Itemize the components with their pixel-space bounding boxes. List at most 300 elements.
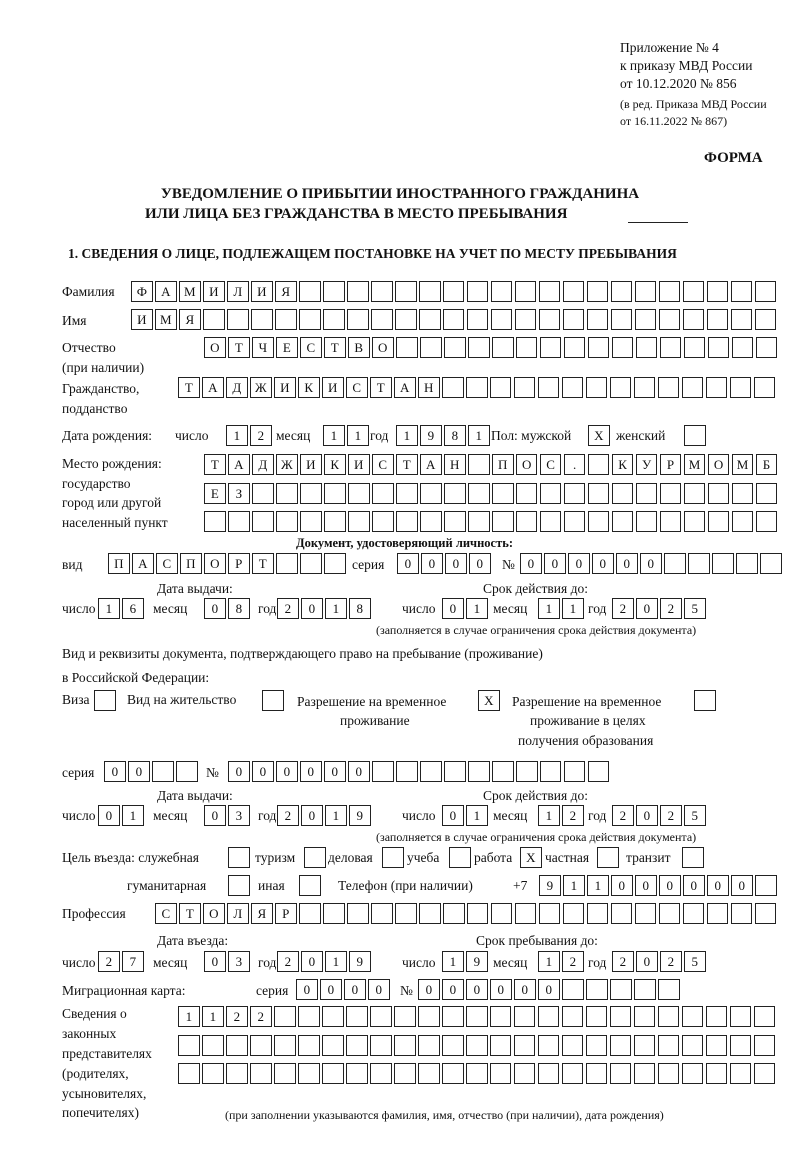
char-cell[interactable]: 1 xyxy=(396,425,418,446)
trp-checkbox[interactable] xyxy=(478,690,502,712)
char-cell[interactable]: К xyxy=(612,454,634,475)
char-cell[interactable] xyxy=(372,761,394,782)
char-cell[interactable] xyxy=(658,377,680,398)
char-cell[interactable] xyxy=(347,903,369,924)
char-cell[interactable] xyxy=(694,690,716,711)
char-cell[interactable] xyxy=(634,1006,656,1027)
char-cell[interactable] xyxy=(610,377,632,398)
char-cell[interactable] xyxy=(370,1063,392,1084)
char-cell[interactable]: 0 xyxy=(469,553,491,574)
char-cell[interactable] xyxy=(562,377,584,398)
char-cell[interactable]: 0 xyxy=(445,553,467,574)
char-cell[interactable] xyxy=(492,337,514,358)
char-cell[interactable]: В xyxy=(348,337,370,358)
char-cell[interactable]: 1 xyxy=(202,1006,224,1027)
phone-field[interactable] xyxy=(539,875,779,897)
char-cell[interactable] xyxy=(514,377,536,398)
char-cell[interactable] xyxy=(276,511,298,532)
char-cell[interactable]: З xyxy=(228,483,250,504)
char-cell[interactable] xyxy=(540,511,562,532)
purpose-business-checkbox[interactable] xyxy=(382,847,406,869)
char-cell[interactable] xyxy=(466,1035,488,1056)
char-cell[interactable] xyxy=(708,337,730,358)
char-cell[interactable] xyxy=(730,1035,752,1056)
rd-issue-month-field[interactable] xyxy=(204,805,252,827)
char-cell[interactable]: П xyxy=(108,553,130,574)
char-cell[interactable] xyxy=(515,281,537,302)
char-cell[interactable]: И xyxy=(322,377,344,398)
char-cell[interactable] xyxy=(467,281,489,302)
char-cell[interactable]: 0 xyxy=(301,805,323,826)
char-cell[interactable]: О xyxy=(708,454,730,475)
char-cell[interactable] xyxy=(634,979,656,1000)
char-cell[interactable] xyxy=(684,483,706,504)
char-cell[interactable]: А xyxy=(420,454,442,475)
char-cell[interactable] xyxy=(204,511,226,532)
char-cell[interactable] xyxy=(634,1035,656,1056)
char-cell[interactable] xyxy=(731,281,753,302)
char-cell[interactable]: У xyxy=(636,454,658,475)
purpose-tourism-checkbox[interactable] xyxy=(304,847,328,869)
name-field[interactable] xyxy=(131,309,779,331)
char-cell[interactable] xyxy=(610,1006,632,1027)
char-cell[interactable]: X xyxy=(478,690,500,711)
char-cell[interactable] xyxy=(348,511,370,532)
char-cell[interactable] xyxy=(611,281,633,302)
char-cell[interactable] xyxy=(250,1035,272,1056)
char-cell[interactable] xyxy=(323,281,345,302)
char-cell[interactable]: Ф xyxy=(131,281,153,302)
char-cell[interactable]: 0 xyxy=(636,951,658,972)
char-cell[interactable] xyxy=(176,761,198,782)
char-cell[interactable] xyxy=(396,511,418,532)
char-cell[interactable]: X xyxy=(520,847,542,868)
char-cell[interactable]: 0 xyxy=(707,875,729,896)
char-cell[interactable] xyxy=(418,1006,440,1027)
right-doc-number-field[interactable] xyxy=(228,761,612,783)
char-cell[interactable] xyxy=(444,337,466,358)
char-cell[interactable] xyxy=(760,553,782,574)
char-cell[interactable] xyxy=(94,690,116,711)
birth-month-field[interactable] xyxy=(323,425,371,447)
char-cell[interactable] xyxy=(299,903,321,924)
char-cell[interactable]: 2 xyxy=(562,951,584,972)
char-cell[interactable]: X xyxy=(588,425,610,446)
char-cell[interactable] xyxy=(730,1063,752,1084)
char-cell[interactable] xyxy=(658,1063,680,1084)
rd-valid-year-field[interactable] xyxy=(612,805,708,827)
char-cell[interactable] xyxy=(664,553,686,574)
char-cell[interactable]: 3 xyxy=(228,805,250,826)
char-cell[interactable] xyxy=(250,1063,272,1084)
char-cell[interactable] xyxy=(706,1063,728,1084)
char-cell[interactable]: И xyxy=(300,454,322,475)
doc-series-field[interactable] xyxy=(397,553,493,575)
representatives-field[interactable] xyxy=(178,1006,778,1028)
char-cell[interactable] xyxy=(683,281,705,302)
char-cell[interactable] xyxy=(467,903,489,924)
char-cell[interactable]: Е xyxy=(276,337,298,358)
char-cell[interactable]: Я xyxy=(275,281,297,302)
char-cell[interactable] xyxy=(597,847,619,868)
char-cell[interactable] xyxy=(610,1063,632,1084)
char-cell[interactable] xyxy=(468,511,490,532)
char-cell[interactable] xyxy=(516,511,538,532)
char-cell[interactable] xyxy=(515,309,537,330)
char-cell[interactable]: Б xyxy=(756,454,778,475)
char-cell[interactable]: 1 xyxy=(466,805,488,826)
char-cell[interactable] xyxy=(635,309,657,330)
char-cell[interactable] xyxy=(538,1063,560,1084)
char-cell[interactable]: 1 xyxy=(323,425,345,446)
char-cell[interactable]: 1 xyxy=(563,875,585,896)
issue-day-field[interactable] xyxy=(98,598,146,620)
char-cell[interactable]: Е xyxy=(204,483,226,504)
char-cell[interactable] xyxy=(586,377,608,398)
purpose-study-checkbox[interactable] xyxy=(449,847,473,869)
char-cell[interactable] xyxy=(610,1035,632,1056)
char-cell[interactable] xyxy=(514,1035,536,1056)
char-cell[interactable]: Р xyxy=(660,454,682,475)
char-cell[interactable] xyxy=(275,309,297,330)
char-cell[interactable] xyxy=(490,1063,512,1084)
char-cell[interactable]: Я xyxy=(251,903,273,924)
male-checkbox[interactable] xyxy=(588,425,612,447)
char-cell[interactable]: Ж xyxy=(250,377,272,398)
char-cell[interactable]: 1 xyxy=(226,425,248,446)
char-cell[interactable] xyxy=(754,1006,776,1027)
char-cell[interactable]: 0 xyxy=(616,553,638,574)
char-cell[interactable] xyxy=(538,1035,560,1056)
char-cell[interactable] xyxy=(420,511,442,532)
char-cell[interactable]: Т xyxy=(204,454,226,475)
char-cell[interactable]: Т xyxy=(396,454,418,475)
birth-place-field[interactable] xyxy=(204,454,780,476)
char-cell[interactable] xyxy=(490,1006,512,1027)
char-cell[interactable] xyxy=(538,377,560,398)
char-cell[interactable]: 2 xyxy=(562,805,584,826)
char-cell[interactable] xyxy=(468,337,490,358)
char-cell[interactable]: О xyxy=(203,903,225,924)
char-cell[interactable] xyxy=(516,761,538,782)
char-cell[interactable]: 2 xyxy=(277,951,299,972)
char-cell[interactable] xyxy=(516,337,538,358)
purpose-private-checkbox[interactable] xyxy=(597,847,621,869)
char-cell[interactable] xyxy=(396,337,418,358)
char-cell[interactable] xyxy=(394,1063,416,1084)
char-cell[interactable]: 9 xyxy=(349,805,371,826)
char-cell[interactable] xyxy=(492,761,514,782)
char-cell[interactable] xyxy=(538,1006,560,1027)
char-cell[interactable] xyxy=(299,281,321,302)
char-cell[interactable]: 1 xyxy=(466,598,488,619)
char-cell[interactable]: 0 xyxy=(368,979,390,1000)
char-cell[interactable]: Ч xyxy=(252,337,274,358)
char-cell[interactable]: 1 xyxy=(538,598,560,619)
doc-number-field[interactable] xyxy=(520,553,784,575)
char-cell[interactable]: 2 xyxy=(250,425,272,446)
char-cell[interactable] xyxy=(370,1035,392,1056)
char-cell[interactable] xyxy=(298,1063,320,1084)
char-cell[interactable] xyxy=(587,903,609,924)
char-cell[interactable] xyxy=(444,761,466,782)
char-cell[interactable] xyxy=(203,309,225,330)
char-cell[interactable] xyxy=(418,1035,440,1056)
char-cell[interactable]: И xyxy=(348,454,370,475)
char-cell[interactable] xyxy=(152,761,174,782)
char-cell[interactable] xyxy=(730,1006,752,1027)
char-cell[interactable] xyxy=(586,1063,608,1084)
char-cell[interactable] xyxy=(226,1035,248,1056)
char-cell[interactable] xyxy=(587,281,609,302)
char-cell[interactable] xyxy=(539,309,561,330)
char-cell[interactable] xyxy=(420,761,442,782)
char-cell[interactable] xyxy=(370,1006,392,1027)
char-cell[interactable] xyxy=(658,1035,680,1056)
char-cell[interactable]: 0 xyxy=(659,875,681,896)
char-cell[interactable] xyxy=(442,1006,464,1027)
char-cell[interactable] xyxy=(612,337,634,358)
stay-year-field[interactable] xyxy=(612,951,708,973)
migration-series-field[interactable] xyxy=(296,979,392,1001)
char-cell[interactable]: 0 xyxy=(301,598,323,619)
char-cell[interactable] xyxy=(659,309,681,330)
char-cell[interactable]: 8 xyxy=(228,598,250,619)
rd-issue-year-field[interactable] xyxy=(277,805,373,827)
char-cell[interactable] xyxy=(324,483,346,504)
char-cell[interactable]: Я xyxy=(179,309,201,330)
char-cell[interactable] xyxy=(611,903,633,924)
char-cell[interactable] xyxy=(634,377,656,398)
char-cell[interactable]: 1 xyxy=(538,951,560,972)
char-cell[interactable] xyxy=(706,377,728,398)
valid-month-field[interactable] xyxy=(538,598,586,620)
char-cell[interactable] xyxy=(708,483,730,504)
char-cell[interactable] xyxy=(682,1063,704,1084)
char-cell[interactable] xyxy=(562,1063,584,1084)
char-cell[interactable] xyxy=(324,553,346,574)
char-cell[interactable]: Н xyxy=(418,377,440,398)
char-cell[interactable] xyxy=(449,847,471,868)
char-cell[interactable] xyxy=(708,511,730,532)
char-cell[interactable]: С xyxy=(156,553,178,574)
char-cell[interactable] xyxy=(712,553,734,574)
char-cell[interactable] xyxy=(707,309,729,330)
char-cell[interactable] xyxy=(276,483,298,504)
char-cell[interactable] xyxy=(684,425,706,446)
char-cell[interactable]: 0 xyxy=(683,875,705,896)
char-cell[interactable] xyxy=(563,281,585,302)
entry-month-field[interactable] xyxy=(204,951,252,973)
char-cell[interactable]: А xyxy=(202,377,224,398)
char-cell[interactable] xyxy=(323,903,345,924)
char-cell[interactable] xyxy=(755,309,777,330)
char-cell[interactable]: 1 xyxy=(122,805,144,826)
char-cell[interactable]: 0 xyxy=(640,553,662,574)
char-cell[interactable]: К xyxy=(298,377,320,398)
char-cell[interactable] xyxy=(202,1063,224,1084)
char-cell[interactable] xyxy=(323,309,345,330)
char-cell[interactable]: 0 xyxy=(204,805,226,826)
char-cell[interactable] xyxy=(660,511,682,532)
char-cell[interactable]: К xyxy=(324,454,346,475)
char-cell[interactable] xyxy=(492,511,514,532)
char-cell[interactable] xyxy=(322,1006,344,1027)
char-cell[interactable]: 0 xyxy=(635,875,657,896)
char-cell[interactable]: И xyxy=(251,281,273,302)
char-cell[interactable]: 0 xyxy=(320,979,342,1000)
char-cell[interactable]: 0 xyxy=(301,951,323,972)
char-cell[interactable]: О xyxy=(372,337,394,358)
purpose-official-checkbox[interactable] xyxy=(228,847,252,869)
char-cell[interactable] xyxy=(610,979,632,1000)
char-cell[interactable] xyxy=(588,483,610,504)
char-cell[interactable]: 9 xyxy=(420,425,442,446)
char-cell[interactable]: 0 xyxy=(636,598,658,619)
migration-number-field[interactable] xyxy=(418,979,682,1001)
char-cell[interactable] xyxy=(562,979,584,1000)
char-cell[interactable] xyxy=(563,309,585,330)
char-cell[interactable]: 1 xyxy=(325,598,347,619)
char-cell[interactable] xyxy=(420,483,442,504)
char-cell[interactable] xyxy=(419,309,441,330)
char-cell[interactable] xyxy=(564,337,586,358)
char-cell[interactable] xyxy=(562,1006,584,1027)
citizenship-field[interactable] xyxy=(178,377,778,399)
char-cell[interactable]: 8 xyxy=(349,598,371,619)
char-cell[interactable] xyxy=(419,903,441,924)
char-cell[interactable] xyxy=(274,1006,296,1027)
char-cell[interactable] xyxy=(444,483,466,504)
char-cell[interactable] xyxy=(540,761,562,782)
char-cell[interactable] xyxy=(443,903,465,924)
char-cell[interactable] xyxy=(468,483,490,504)
birth-place-field[interactable] xyxy=(204,511,780,533)
surname-field[interactable] xyxy=(131,281,779,303)
char-cell[interactable]: 1 xyxy=(325,951,347,972)
char-cell[interactable]: 9 xyxy=(466,951,488,972)
char-cell[interactable] xyxy=(586,979,608,1000)
char-cell[interactable]: 1 xyxy=(538,805,560,826)
char-cell[interactable] xyxy=(228,511,250,532)
char-cell[interactable] xyxy=(634,1063,656,1084)
char-cell[interactable] xyxy=(612,483,634,504)
char-cell[interactable]: А xyxy=(155,281,177,302)
char-cell[interactable]: И xyxy=(203,281,225,302)
char-cell[interactable] xyxy=(394,1035,416,1056)
char-cell[interactable]: 2 xyxy=(277,805,299,826)
char-cell[interactable]: Н xyxy=(444,454,466,475)
char-cell[interactable] xyxy=(588,511,610,532)
char-cell[interactable]: 1 xyxy=(325,805,347,826)
char-cell[interactable]: 0 xyxy=(418,979,440,1000)
char-cell[interactable] xyxy=(754,377,776,398)
char-cell[interactable]: 9 xyxy=(539,875,561,896)
char-cell[interactable] xyxy=(444,511,466,532)
char-cell[interactable] xyxy=(730,377,752,398)
char-cell[interactable] xyxy=(299,875,321,896)
char-cell[interactable] xyxy=(228,847,250,868)
char-cell[interactable] xyxy=(178,1063,200,1084)
char-cell[interactable] xyxy=(514,1006,536,1027)
char-cell[interactable]: А xyxy=(394,377,416,398)
char-cell[interactable] xyxy=(611,309,633,330)
char-cell[interactable] xyxy=(492,483,514,504)
char-cell[interactable] xyxy=(707,281,729,302)
char-cell[interactable] xyxy=(682,1035,704,1056)
char-cell[interactable]: 1 xyxy=(442,951,464,972)
char-cell[interactable] xyxy=(682,377,704,398)
char-cell[interactable]: 0 xyxy=(636,805,658,826)
char-cell[interactable] xyxy=(382,847,404,868)
char-cell[interactable] xyxy=(324,511,346,532)
char-cell[interactable]: 2 xyxy=(612,951,634,972)
char-cell[interactable] xyxy=(371,903,393,924)
char-cell[interactable] xyxy=(347,309,369,330)
char-cell[interactable] xyxy=(466,1063,488,1084)
place-underline[interactable] xyxy=(628,222,688,223)
char-cell[interactable] xyxy=(587,309,609,330)
char-cell[interactable] xyxy=(682,1006,704,1027)
char-cell[interactable] xyxy=(491,281,513,302)
char-cell[interactable]: 0 xyxy=(296,979,318,1000)
char-cell[interactable]: 0 xyxy=(204,951,226,972)
char-cell[interactable] xyxy=(322,1035,344,1056)
char-cell[interactable] xyxy=(442,377,464,398)
char-cell[interactable]: Т xyxy=(324,337,346,358)
char-cell[interactable]: С xyxy=(155,903,177,924)
char-cell[interactable]: П xyxy=(180,553,202,574)
char-cell[interactable]: 1 xyxy=(562,598,584,619)
char-cell[interactable] xyxy=(540,483,562,504)
char-cell[interactable] xyxy=(468,454,490,475)
char-cell[interactable] xyxy=(346,1006,368,1027)
char-cell[interactable] xyxy=(346,1063,368,1084)
issue-month-field[interactable] xyxy=(204,598,252,620)
trp-education-checkbox[interactable] xyxy=(694,690,718,712)
birth-day-field[interactable] xyxy=(226,425,274,447)
char-cell[interactable]: Р xyxy=(228,553,250,574)
char-cell[interactable] xyxy=(276,553,298,574)
char-cell[interactable]: . xyxy=(564,454,586,475)
char-cell[interactable]: 7 xyxy=(122,951,144,972)
purpose-work-checkbox[interactable] xyxy=(520,847,544,869)
representatives-field[interactable] xyxy=(178,1063,778,1085)
char-cell[interactable] xyxy=(683,309,705,330)
char-cell[interactable] xyxy=(684,511,706,532)
char-cell[interactable] xyxy=(298,1035,320,1056)
char-cell[interactable]: 0 xyxy=(442,979,464,1000)
char-cell[interactable] xyxy=(731,309,753,330)
char-cell[interactable] xyxy=(348,483,370,504)
char-cell[interactable] xyxy=(443,281,465,302)
char-cell[interactable]: 0 xyxy=(544,553,566,574)
char-cell[interactable] xyxy=(442,1035,464,1056)
char-cell[interactable] xyxy=(636,511,658,532)
char-cell[interactable]: С xyxy=(540,454,562,475)
char-cell[interactable] xyxy=(539,903,561,924)
char-cell[interactable]: Л xyxy=(227,281,249,302)
char-cell[interactable]: 0 xyxy=(520,553,542,574)
char-cell[interactable]: 2 xyxy=(612,805,634,826)
char-cell[interactable] xyxy=(756,511,778,532)
char-cell[interactable] xyxy=(371,309,393,330)
char-cell[interactable]: 0 xyxy=(592,553,614,574)
stay-month-field[interactable] xyxy=(538,951,586,973)
char-cell[interactable]: И xyxy=(131,309,153,330)
char-cell[interactable]: Т xyxy=(252,553,274,574)
char-cell[interactable] xyxy=(564,483,586,504)
